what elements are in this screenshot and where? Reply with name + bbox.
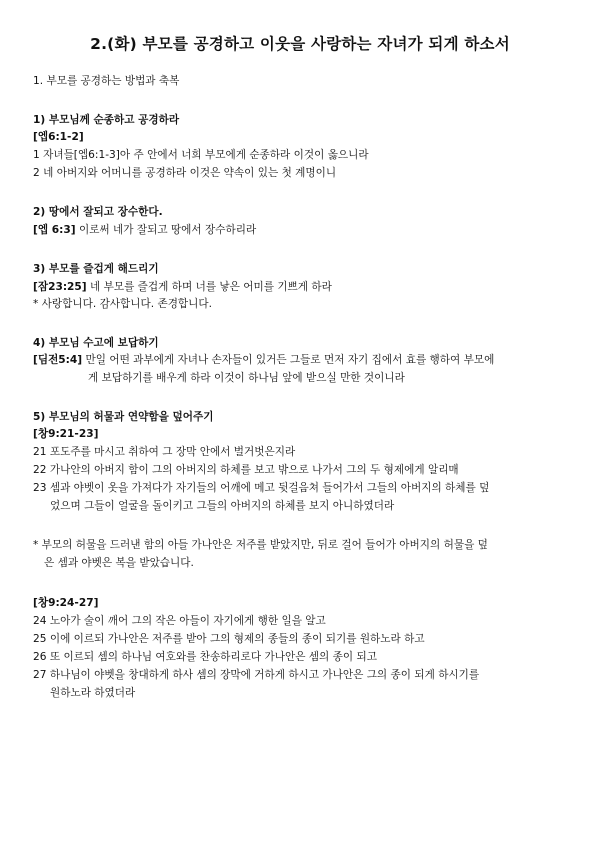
sub5-note-line1: * 부모의 허물을 드러낸 함의 아들 가나안은 저주를 받았지만, 뒤로 걸어 들어가 아버지의 허물을 덮 <box>33 539 488 551</box>
sub1-verse2: 2 네 아버지와 어머니를 공경하라 이것은 약속이 있는 첫 계명이니 <box>33 167 337 179</box>
sub3-ref: [잠23:25] <box>33 281 87 293</box>
sub4-verse-line2: 게 보답하기를 배우게 하라 이것이 하나님 앞에 받으실 만한 것이니라 <box>88 372 405 384</box>
sub2-heading: 2) 땅에서 잘되고 장수한다. <box>33 206 163 218</box>
page-title: 2.(화) 부모를 공경하고 이웃을 사랑하는 자녀가 되게 하소서 <box>90 35 510 53</box>
sub4-line1 <box>33 353 494 367</box>
sub3-heading: 3) 부모를 즐겁게 해드리기 <box>33 263 159 275</box>
sub2-ref: [엡 6:3] <box>33 224 76 236</box>
sub5-verse21: 21 포도주를 마시고 취하여 그 장막 안에서 벌거벗은지라 <box>33 446 296 458</box>
sub1-ref: [엡6:1-2] <box>33 131 84 143</box>
sub5-verse27-line2: 원하노라 하였더라 <box>50 687 136 699</box>
sub3-line <box>33 280 332 294</box>
sub5-verse26: 26 또 이르되 셈의 하나님 여호와를 찬송하리로다 가나안은 셈의 종이 되고 <box>33 651 377 663</box>
sub4-heading: 4) 부모님 수고에 보답하기 <box>33 337 159 349</box>
sub1-heading: 1) 부모님께 순종하고 공경하라 <box>33 114 180 126</box>
sub5-verse23-line1: 23 셈과 야벳이 옷을 가져다가 자기들의 어깨에 메고 뒷걸음쳐 들어가서 그들의 아버지의 하체를 덮 <box>33 482 490 494</box>
sub1-verse1: 1 자녀들[엡6:1-3]아 주 안에서 너희 부모에게 순종하라 이것이 옳으니라 <box>33 149 369 161</box>
sub4-verse-line1: 만일 어떤 과부에게 자녀나 손자들이 있거든 그들로 먼저 자기 집에서 효를 행하여 부모에 <box>85 354 495 366</box>
sub5-verse24: 24 노아가 술이 깨어 그의 작은 아들이 자기에게 행한 일을 알고 <box>33 615 326 627</box>
sub4-ref: [딤전5:4] <box>33 354 83 366</box>
section-heading: 1. 부모를 공경하는 방법과 축복 <box>33 75 180 87</box>
sub5-verse22: 22 가나안의 아버지 함이 그의 아버지의 하체를 보고 밖으로 나가서 그의 두 형제에게 알리매 <box>33 464 459 476</box>
sub5-note-line2: 은 셈과 야벳은 복을 받았습니다. <box>44 557 194 569</box>
sub2-verse: 이로써 네가 잘되고 땅에서 장수하리라 <box>78 224 257 236</box>
sub3-verse: 네 부모를 즐겁게 하며 너를 낳은 어미를 기쁘게 하라 <box>90 281 332 293</box>
sub5-ref1: [창9:21-23] <box>33 428 99 440</box>
sub3-note: * 사랑합니다. 감사합니다. 존경합니다. <box>33 298 213 310</box>
sub5-verse25: 25 이에 이르되 가나안은 저주를 받아 그의 형제의 종들의 종이 되기를 원하노라 하고 <box>33 633 425 645</box>
sub5-ref2: [창9:24-27] <box>33 597 99 609</box>
sub5-verse27-line1: 27 하나님이 야벳을 창대하게 하사 셈의 장막에 거하게 하시고 가나안은 그의 종이 되게 하시기를 <box>33 669 480 681</box>
sub2-line <box>33 223 256 237</box>
sub5-verse23-line2: 었으며 그들이 얼굴을 돌이키고 그들의 아버지의 하체를 보지 아니하였더라 <box>50 500 395 512</box>
sub5-heading: 5) 부모님의 허물과 연약함을 덮어주기 <box>33 411 214 423</box>
